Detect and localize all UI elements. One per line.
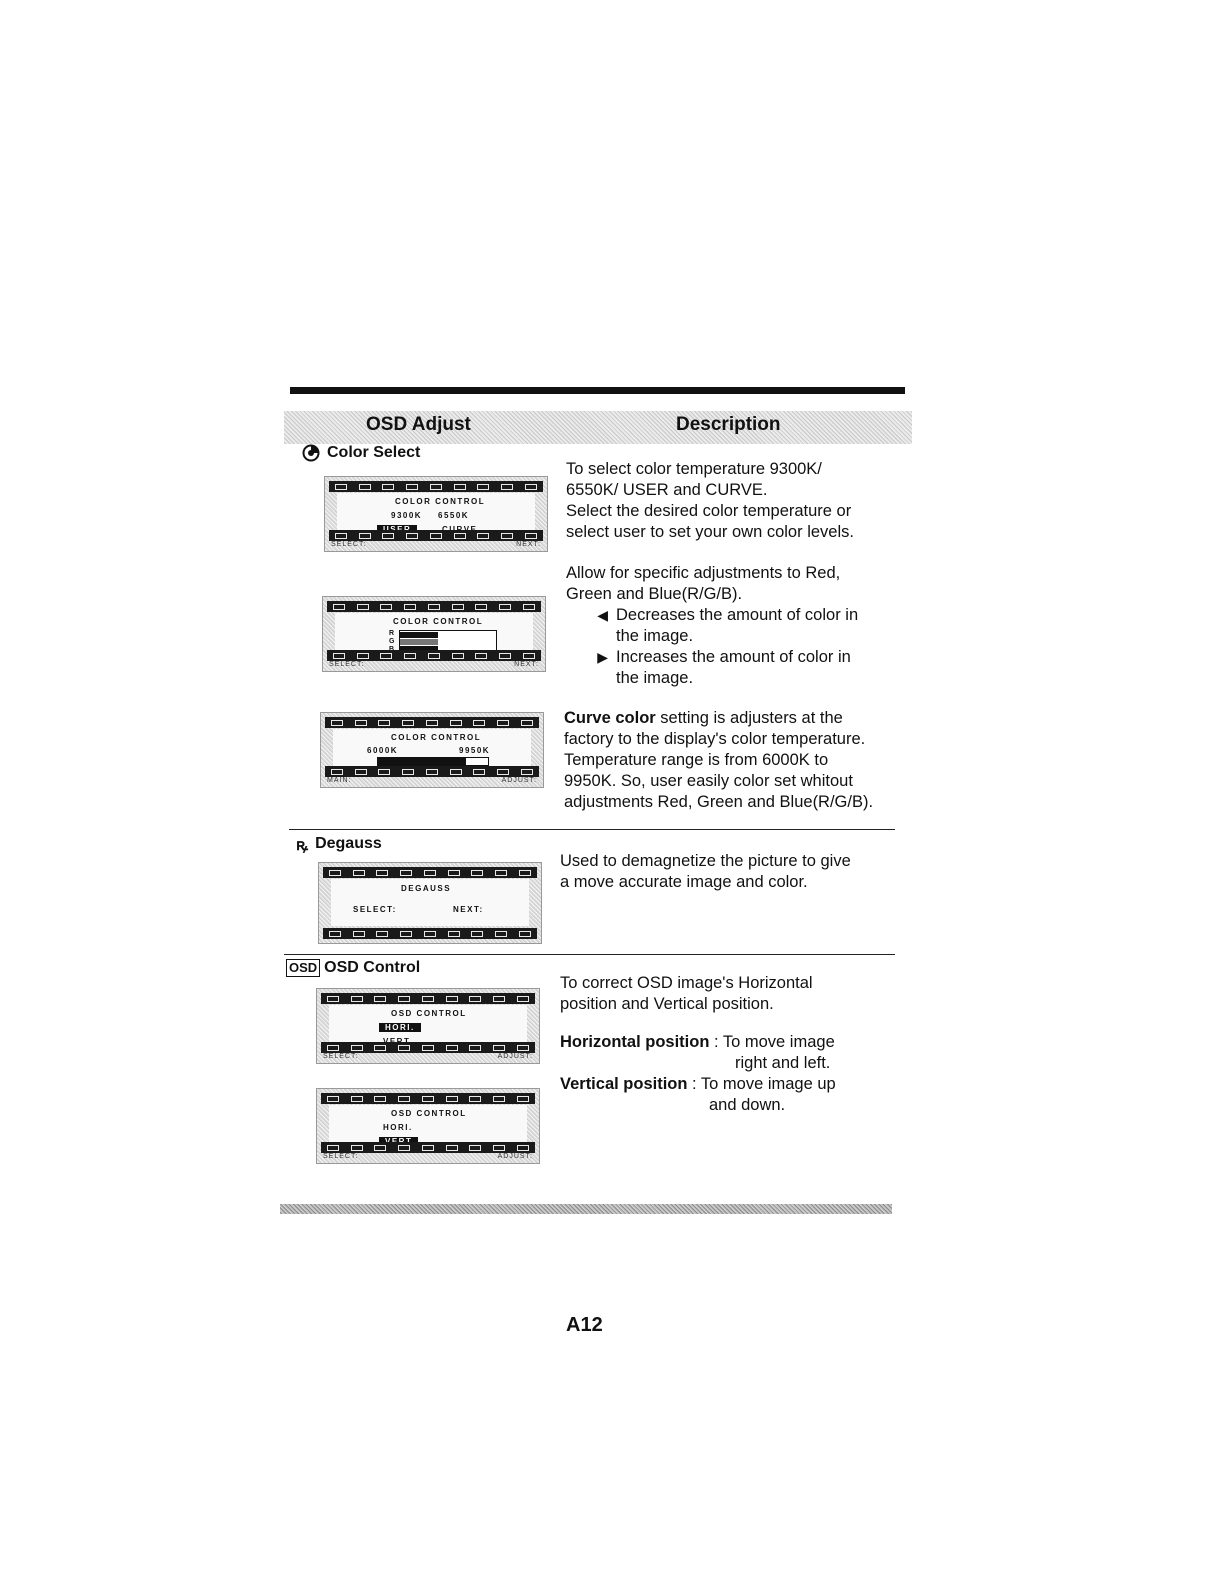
color-select-desc-1: To select color temperature 9300K/ 6550K/ USER and CURVE. Select the desired color temperature or select user to set your own color levels.: [566, 460, 854, 541]
color-select-desc-2: Allow for specific adjustments to Red, Green and Blue(R/G/B). ◀ Decreases the amount of color in the image. ▶ Increases the amount of color in the image.: [566, 563, 896, 689]
osd-color-preset-screen: COLOR CONTROL 9300K 6550K SELECT: NEXT:: [324, 476, 548, 552]
curve-color-desc: Curve color setting is adjusters at the factory to the display's color temperature. Temperature range is from 6000K to 9950K. So, user easily color set whitout adjustments Red, Green and Blue(R/G/B).: [564, 709, 874, 811]
top-rule: [290, 387, 905, 394]
osd-degauss-screen: DEGAUSS SELECT: NEXT:: [318, 862, 542, 944]
page-number: A12: [566, 1314, 603, 1336]
osd-control-title: OSD OSD Control: [286, 959, 420, 977]
osd-control-vert-screen: OSD CONTROL HORI. SELECT: ADJUST:: [316, 1088, 540, 1164]
color-palette-icon: [302, 444, 320, 462]
increase-row: ▶ Increases the amount of color in the image.: [566, 647, 896, 689]
decrease-row: ◀ Decreases the amount of color in the image.: [566, 605, 896, 647]
osd-icon-bar-top: [329, 481, 543, 492]
right-arrow-icon: ▶: [597, 649, 608, 665]
osd-control-hori-screen: OSD CONTROL HORI. SELECT: ADJUST:: [316, 988, 540, 1064]
degauss-desc: Used to demagnetize the picture to give a move accurate image and color.: [560, 852, 851, 891]
degauss-icon: ꝶ: [296, 837, 309, 854]
color-select-title: [302, 444, 420, 462]
osd-control-icon: OSD: [286, 959, 320, 977]
bottom-rule: [280, 1204, 892, 1214]
description-header: Description: [676, 414, 781, 435]
osd-title: COLOR CONTROL: [395, 497, 486, 506]
osd-icon-bar-bottom: [329, 530, 543, 541]
section-divider-2: [284, 954, 895, 955]
color-select-label: Color Select: [327, 444, 421, 461]
osd-color-rgb-screen: COLOR CONTROL R G SELECT: NEXT:: [322, 596, 546, 672]
curve-slider: [377, 757, 489, 766]
osd-adjust-header: OSD Adjust: [366, 414, 471, 435]
left-arrow-icon: ◀: [597, 607, 608, 623]
degauss-title: ꝶ Degauss: [296, 835, 382, 854]
section-divider-1: [289, 829, 895, 830]
osd-control-positions: Horizontal position : To move image right and left. Vertical position : To move image up and down.: [560, 1033, 836, 1114]
osd-color-curve-screen: COLOR CONTROL 6000K 9950K MAIN: ADJUST:: [320, 712, 544, 788]
osd-control-desc: To correct OSD image's Horizontal position and Vertical position.: [560, 974, 813, 1013]
